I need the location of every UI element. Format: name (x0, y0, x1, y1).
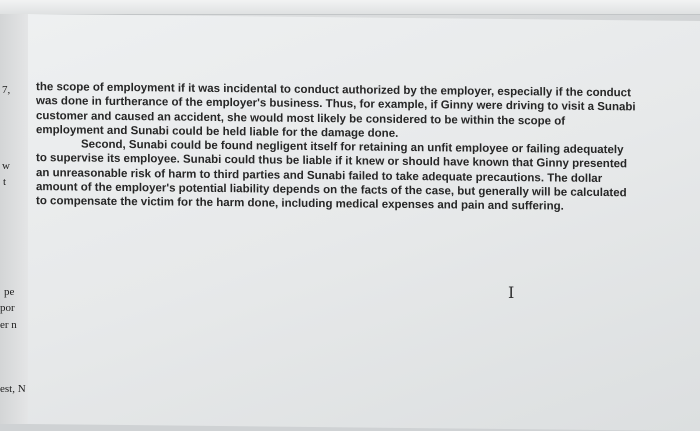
document-page[interactable] (28, 14, 700, 431)
text-cursor-icon: I (508, 283, 515, 302)
window-top-strip (0, 0, 700, 15)
paragraph: Second, Sunabi could be found negligent itself for retaining an unfit employee or failing adequately to supervise its employee. Sunabi could thus be liable if it knew or should have known that Ginny presented an unreasonable risk of harm to third parties and Sunabi failed to take adequate precautions. The dollar amount of the employer's potential liability depends on the facts of the case, but generally will be calculated to compensate the victim for the harm done, including medical expenses and pain and suffering. (36, 138, 628, 213)
left-fragment: t (3, 176, 7, 188)
left-fragment: est, N (0, 383, 26, 395)
left-fragment: 7, (2, 84, 11, 96)
left-fragment: w (2, 160, 10, 172)
left-fragment: por (0, 302, 15, 314)
paragraph: the scope of employment if it was incidental to conduct authorized by the employer, especially if the conduct was done in furtherance of the employer's business. Thus, for example, if Ginny were driving to visit a Sunabi customer and caused an accident, she would most likely be considered to be within the scope of employment and Sunabi could be held liable for the damage done. (36, 81, 636, 140)
left-fragment: pe (4, 286, 15, 298)
document-body[interactable] (36, 80, 636, 215)
left-fragment: er n (0, 319, 17, 331)
left-adjacent-window[interactable] (0, 14, 29, 424)
